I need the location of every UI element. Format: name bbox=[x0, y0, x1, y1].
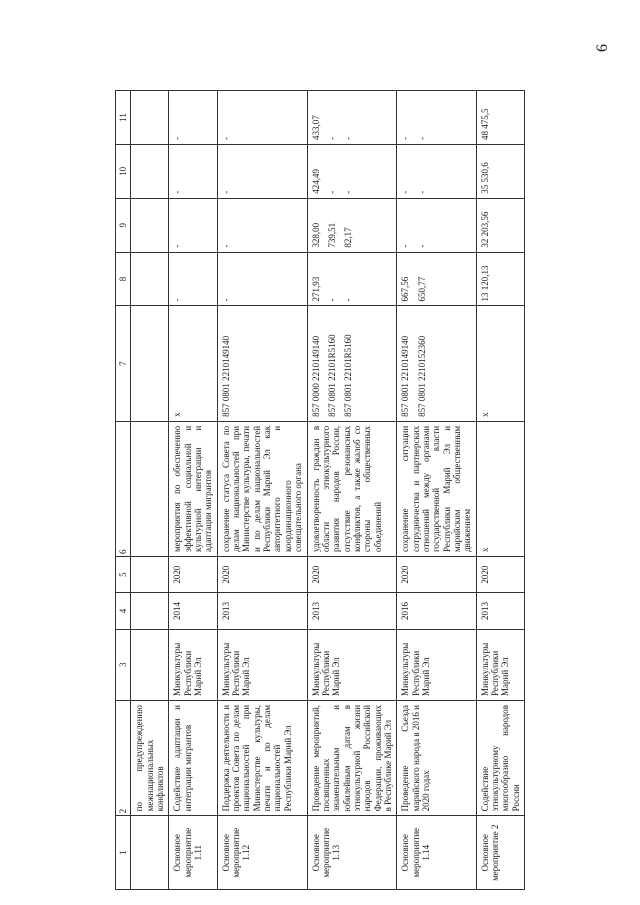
header-col-11: 11 bbox=[116, 91, 131, 145]
page-number: 6 bbox=[594, 44, 611, 52]
row-executor: Минкультуры Республики Марий Эл bbox=[307, 629, 397, 700]
row-amount-col-8-cell bbox=[169, 252, 217, 306]
row-expected-result: удовлетворенность граждан в области этнокультурного развития народов России, отсутствие резонансных конфликтов, а также жалоб со стороны общественных объединений bbox=[307, 421, 397, 556]
row-executor: Минкультуры Республики Марий Эл bbox=[397, 629, 476, 700]
row-amount-col-10: - bbox=[343, 190, 354, 194]
row-amount-col-11: 48 475,5 bbox=[479, 108, 490, 140]
row-budget-code: 857 0801 22101R5160 bbox=[326, 334, 337, 417]
header-col-7: 7 bbox=[116, 306, 131, 421]
row-amount-col-8: 13 120,13 bbox=[479, 265, 490, 302]
row-amount-col-9: 739,51 bbox=[326, 222, 337, 248]
table-row bbox=[169, 91, 217, 890]
row-end-year: 2020 bbox=[476, 557, 524, 593]
header-col-3: 3 bbox=[116, 629, 131, 700]
table-sheet bbox=[115, 90, 585, 890]
row-end-year: 2020 bbox=[307, 557, 397, 593]
row-budget-code: 857 0000 2210149140 bbox=[310, 335, 321, 417]
row-amount-col-11: - bbox=[326, 136, 337, 140]
header-col-9: 9 bbox=[116, 198, 131, 252]
row-amount-col-9: - bbox=[172, 244, 183, 248]
row-amount-col-8: 271,93 bbox=[310, 276, 321, 302]
row-amount-col-10: - bbox=[220, 190, 231, 194]
row-budget-code: x bbox=[479, 412, 490, 417]
row-start-year: 2016 bbox=[397, 593, 476, 629]
row-start-year: 2013 bbox=[307, 593, 397, 629]
table-header-row bbox=[116, 91, 131, 890]
row-budget-code: 857 0801 2210149140 bbox=[220, 335, 231, 417]
row-amount-col-11: - bbox=[400, 136, 411, 140]
row-amount-col-9: 32 203,56 bbox=[479, 211, 490, 248]
row-budget-code-cell bbox=[476, 306, 524, 421]
row-executor: Минкультуры Республики Марий Эл bbox=[169, 629, 217, 700]
row-amount-col-10: - bbox=[326, 190, 337, 194]
row-amount-col-10-cell bbox=[307, 144, 397, 198]
row-budget-code-cell bbox=[397, 306, 476, 421]
row-amount-col-11-cell bbox=[476, 91, 524, 145]
row-amount-col-9-cell bbox=[397, 198, 476, 252]
row-amount-col-8: - bbox=[220, 298, 231, 302]
row-budget-code-cell bbox=[307, 306, 397, 421]
row-amount-col-9: - bbox=[220, 244, 231, 248]
header-col-10: 10 bbox=[116, 144, 131, 198]
row-start-year: 2014 bbox=[169, 593, 217, 629]
header-col-2: 2 bbox=[116, 700, 131, 815]
row-end-year: 2020 bbox=[169, 557, 217, 593]
row-amount-col-10-cell bbox=[169, 144, 217, 198]
row-amount-col-8: 650,77 bbox=[416, 276, 427, 302]
row-amount-col-11-cell bbox=[397, 91, 476, 145]
row-executor: Минкультуры Республики Марий Эл bbox=[217, 629, 307, 700]
continuation-row bbox=[131, 91, 169, 890]
row-amount-col-9: 82,17 bbox=[343, 227, 354, 248]
row-amount-col-9-cell bbox=[307, 198, 397, 252]
row-start-year: 2013 bbox=[217, 593, 307, 629]
row-title: Содействие адаптации и интеграции мигрантов bbox=[169, 700, 217, 815]
row-budget-code: x bbox=[172, 412, 183, 417]
row-amount-col-11-cell bbox=[217, 91, 307, 145]
row-amount-col-8-cell bbox=[307, 252, 397, 306]
row-expected-result: сохранение статуса Совета по делам национальностей при Министерстве культуры, печати и по делам национальностей Республики Марий Эл как авторитетного и координационного совещательного органа bbox=[217, 421, 307, 556]
table-row bbox=[397, 91, 476, 890]
row-title: Содействие этнокультурному многообразию народов России bbox=[476, 700, 524, 815]
table-row bbox=[217, 91, 307, 890]
header-col-4: 4 bbox=[116, 593, 131, 629]
row-amount-col-11-cell bbox=[307, 91, 397, 145]
row-title: Поддержка деятельности и проектов Совета по делам национальностей при Министерстве культуры, печати и по делам национальностей Республики Марий Эл bbox=[217, 700, 307, 815]
row-title: Проведение мероприятий, посвященных знаменательным и юбилейным датам в этнокультурной жизни народов Российской Федерации, проживающих в Республике Марий Эл bbox=[307, 700, 397, 815]
row-amount-col-11: - bbox=[220, 136, 231, 140]
row-title: Проведение Съезда марийского народа в 2016 и 2020 годах bbox=[397, 700, 476, 815]
table-row bbox=[476, 91, 524, 890]
row-amount-col-9-cell bbox=[169, 198, 217, 252]
row-end-year: 2020 bbox=[397, 557, 476, 593]
header-col-6: 6 bbox=[116, 421, 131, 556]
row-code: Основное мероприятие 2 bbox=[476, 816, 524, 890]
continuation-text: по предупреждению межнациональных конфликтов bbox=[131, 700, 169, 815]
row-expected-result: x bbox=[476, 421, 524, 556]
row-amount-col-8-cell bbox=[217, 252, 307, 306]
row-budget-code-cell bbox=[169, 306, 217, 421]
row-amount-col-10: 424,49 bbox=[310, 169, 321, 194]
row-amount-col-8-cell bbox=[476, 252, 524, 306]
row-amount-col-8-cell bbox=[397, 252, 476, 306]
header-col-5: 5 bbox=[116, 557, 131, 593]
row-amount-col-11: - bbox=[172, 136, 183, 140]
row-start-year: 2013 bbox=[476, 593, 524, 629]
row-amount-col-10-cell bbox=[217, 144, 307, 198]
row-amount-col-9: - bbox=[400, 244, 411, 248]
row-amount-col-10: - bbox=[416, 190, 427, 194]
table-row bbox=[307, 91, 397, 890]
row-code: Основное мероприятие 1.11 bbox=[169, 816, 217, 890]
row-amount-col-10: - bbox=[172, 190, 183, 194]
row-amount-col-9-cell bbox=[476, 198, 524, 252]
header-col-1: 1 bbox=[116, 816, 131, 890]
row-amount-col-8: 667,56 bbox=[400, 276, 411, 302]
row-amount-col-8: - bbox=[326, 298, 337, 302]
program-table bbox=[115, 90, 525, 890]
row-amount-col-8: - bbox=[172, 298, 183, 302]
row-expected-result: мероприятия по обеспечению эффективной социальной и культурной интеграции и адаптации мигрантов bbox=[169, 421, 217, 556]
row-amount-col-11: - bbox=[416, 136, 427, 140]
row-end-year: 2020 bbox=[217, 557, 307, 593]
row-code: Основное мероприятие 1.12 bbox=[217, 816, 307, 890]
row-budget-code-cell bbox=[217, 306, 307, 421]
row-budget-code: 857 0801 22101R5160 bbox=[343, 334, 354, 417]
row-amount-col-10: 35 530,6 bbox=[479, 162, 490, 194]
header-col-8: 8 bbox=[116, 252, 131, 306]
row-amount-col-11: 433,07 bbox=[310, 115, 321, 140]
row-amount-col-11: - bbox=[343, 136, 354, 140]
continuation-cell-1 bbox=[131, 816, 169, 890]
row-amount-col-9-cell bbox=[217, 198, 307, 252]
row-amount-col-10: - bbox=[400, 190, 411, 194]
row-amount-col-10-cell bbox=[476, 144, 524, 198]
row-budget-code: 857 0801 2210152360 bbox=[416, 335, 427, 417]
row-code: Основное мероприятие 1.14 bbox=[397, 816, 476, 890]
row-budget-code: 857 0801 2210149140 bbox=[400, 335, 411, 417]
row-amount-col-9: - bbox=[416, 244, 427, 248]
row-expected-result: сохранение ситуации сотрудничества и партнерских отношений между органами государственной власти Республики Марий Эл и марийским общественным движением bbox=[397, 421, 476, 556]
row-amount-col-10-cell bbox=[397, 144, 476, 198]
row-executor: Минкультуры Республики Марий Эл bbox=[476, 629, 524, 700]
row-code: Основное мероприятие 1.13 bbox=[307, 816, 397, 890]
row-amount-col-8: - bbox=[343, 298, 354, 302]
row-amount-col-9: 328,00 bbox=[310, 222, 321, 248]
row-amount-col-11-cell bbox=[169, 91, 217, 145]
